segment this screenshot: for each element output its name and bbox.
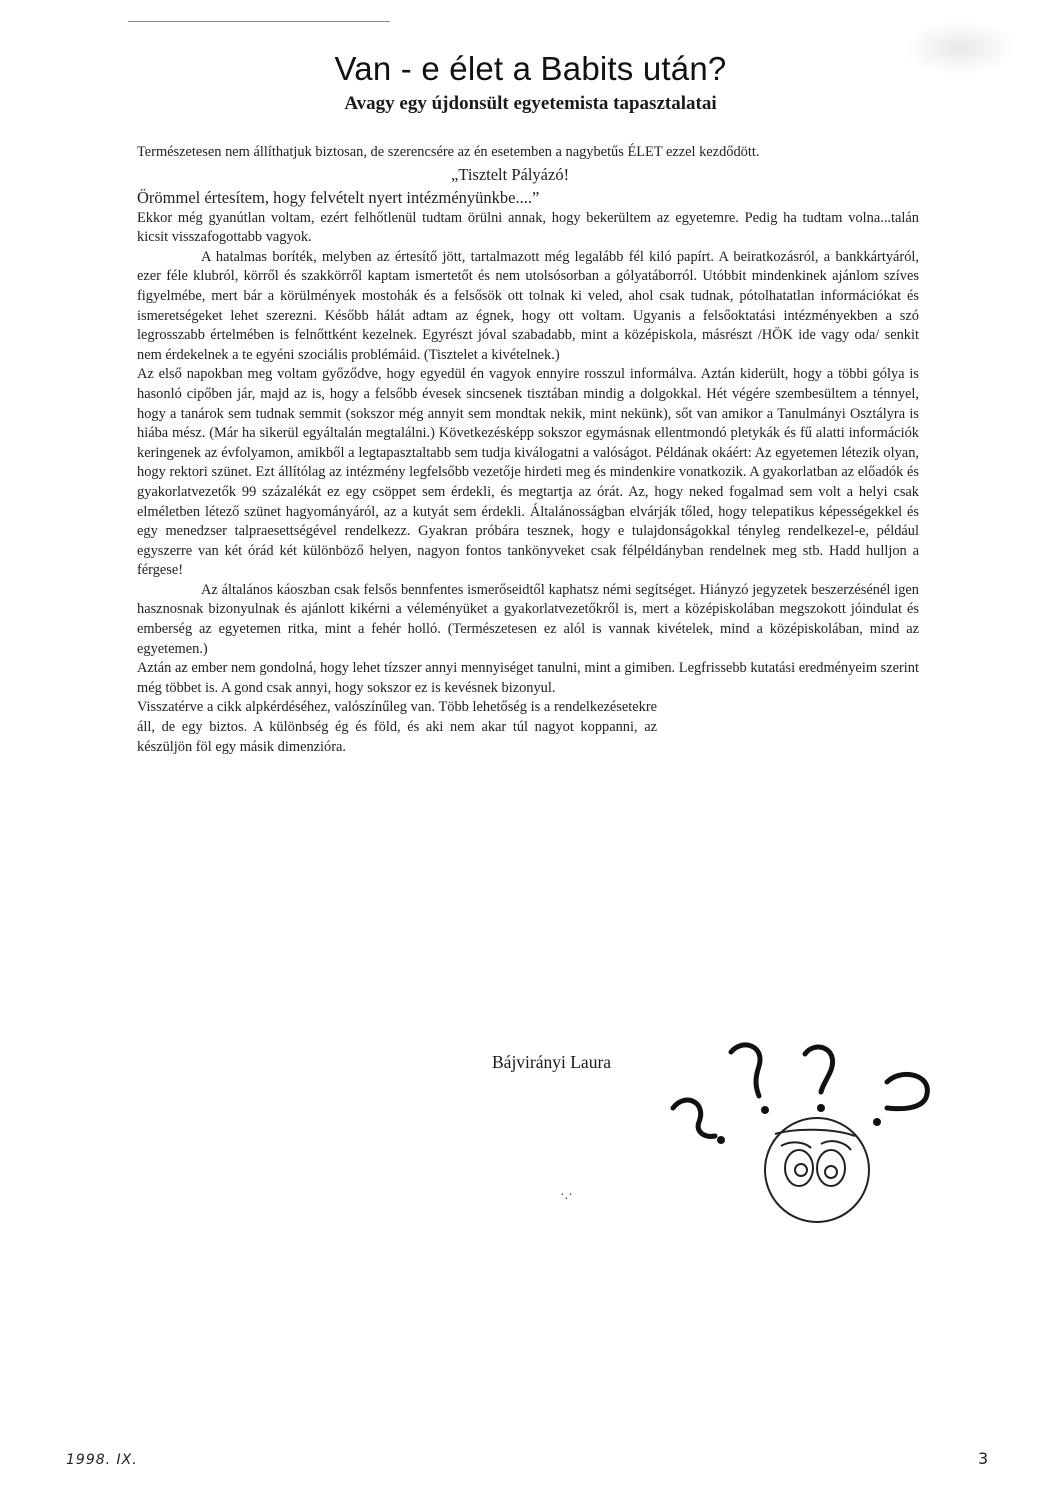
top-rule: [128, 21, 390, 22]
paragraph-intro: Természetesen nem állíthatjuk biztosan, de szerencsére az én esetemben a nagybetűs ÉLET ezzel kezdődött.: [137, 144, 760, 160]
question-mark-stroke: [887, 1074, 927, 1108]
eye-right: [817, 1150, 845, 1186]
pupil-right: [825, 1166, 837, 1178]
author-signature: Bájvirányi Laura: [492, 1052, 612, 1072]
question-dot: [817, 1104, 825, 1112]
letter-quote: Örömmel értesítem, hogy felvételt nyert intézményünkbe....”: [137, 187, 540, 207]
article-body: [137, 143, 919, 757]
paragraph-chaos: Az általános káoszban csak felsős bennfentes ismerőseidtől kaphatsz némi segítséget. Hiányzó jegyzetek beszerzésénél igen hasznosnak bizonyulnak és ajánlott kikérni a véleményüket a gyakorlatvezetőkről is, mert a középiskolában megszokott jóindulat és emberség az egyetemen ritka, mint a fehér holló. (Természetesen ez alól is vannak kivételek, mind a középiskolában, mind az egyetemen.): [137, 581, 919, 657]
question-dot: [717, 1136, 725, 1144]
eye-left: [785, 1150, 813, 1186]
paragraph-studying: Aztán az ember nem gondolná, hogy lehet tízszer annyi mennyiséget tanulni, mint a gimiben. Legfrissebb kutatási eredményeim szerint még többet is. A gond csak annyi, hogy sokszor ez is kevésnek bizonyul.: [137, 660, 919, 696]
stray-scan-mark: ·.·: [560, 1188, 573, 1203]
page-number: 3: [978, 1449, 989, 1468]
article-subtitle: Avagy egy újdonsült egyetemista tapasztalatai: [344, 93, 717, 114]
paragraph-naive: Ekkor még gyanútlan voltam, ezért felhőtlenül tudtam örülni annak, hogy bekerültem az egyetemre. Pedig ha tudtam volna...talán kicsit visszafogottabb vagyok.: [137, 209, 919, 246]
article-title: Van - e élet a Babits után?: [334, 50, 727, 87]
question-dot: [761, 1106, 769, 1114]
letter-salutation: „Tisztelt Pályázó!: [451, 164, 570, 184]
paragraph-envelope: A hatalmas boríték, melyben az értesítő jött, tartalmazott még legalább fél kiló papírt. A beiratkozásról, a bankkártyáról, ezer féle klubról, körről és szakkörről kaptam ismertetőt és nem utolsósorban a gólyatáborról. Utóbbit mindenkinek ajánlom szíves figyelmébe, mert bár a körülmények mostohák és a felsősök ott tolnak ki veled, ahol csak tudnak, pótolhatatlan információkat és ismeretségeket lehet szerezni. Később hálát adtam az égnek, hogy ott voltam. Ugyanis a felsőoktatási intézményekben a szó legrosszabb értelmében is felnőttként kezelnek. Egyrészt jóval szabadabb, mint a középiskola, másrészt /HÖK ide vagy oda/ senkit nem érdekelnek a te egyéni szociális problémáid. (Tisztelet a kivételnek.): [137, 248, 919, 363]
question-mark-stroke: [805, 1047, 833, 1092]
question-dot: [873, 1118, 881, 1126]
question-mark-glyph: ?: [555, 930, 556, 931]
eyebrow: [821, 1141, 851, 1150]
forehead-line: [775, 1130, 855, 1136]
question-mark-stroke: [673, 1100, 715, 1136]
confused-face-doodle: [555, 930, 955, 1220]
question-mark-stroke: [731, 1045, 760, 1096]
paragraph-conclusion: Visszatérve a cikk alpkérdéséhez, valószínűleg van. Több lehetőség is a rendelkezésetekre áll, de egy biztos. A különbség ég és föld, és aki nem akar túl nagyot koppanni, az készüljön föl egy másik dimenzióra.: [137, 699, 657, 755]
eyebrow: [781, 1142, 811, 1148]
handwritten-date: 1998. IX.: [66, 1452, 138, 1468]
pupil-left: [795, 1164, 807, 1176]
paragraph-first-days: Az első napokban meg voltam győződve, hogy egyedül én vagyok ennyire rosszul informálva. Aztán kiderült, hogy a többi gólya is hasonló cipőben jár, majd az is, hogy a felsőbb évesek sincsenek tisztában mindig a dolgokkal. Hét végére szembesültem a ténnyel, hogy a tanárok sem tudnak semmit (sokszor még annyit sem mondtak nekik, mint nekünk), sőt van amikor a Tanulmányi Osztályra is hiába mész. (Már ha sikerül egyáltalán megtalálni.) Következésképp sokszor egymásnak ellentmondó pletykák és fű alatti információk keringenek az évfolyamon, amikből a legtapasztaltabb sem tudja kiválogatni a valóságot. Példának okáért: Az egyetemen létezik olyan, hogy rektori szünet. Ezt állítólag az intézmény legfelsőbb vezetője hirdeti meg és mindenkire vonatkozik. A gyakorlatban az előadók és gyakorlatvezetők 99 százalékát ez egy csöppet sem érdekli, és megtartja az órát. Az, hogy neked fogalmad sem volt a helyi csak elméletben létező szünet hagyományáról, az a kutyát sem érdekli. Általánosságban elvárják tőled, hogy telepatikus képességekkel és egy menedzser talpraesettségével rendelkezz. Gyakran próbára tesznek, hogy e tulajdonságokkal tényleg rendelkezel-e, például egyszerre van két órád két különböző helyen, nagyon fontos tankönyveket csak félpéldányban rendelnek meg stb. Hadd hulljon a férgese!: [137, 366, 919, 579]
